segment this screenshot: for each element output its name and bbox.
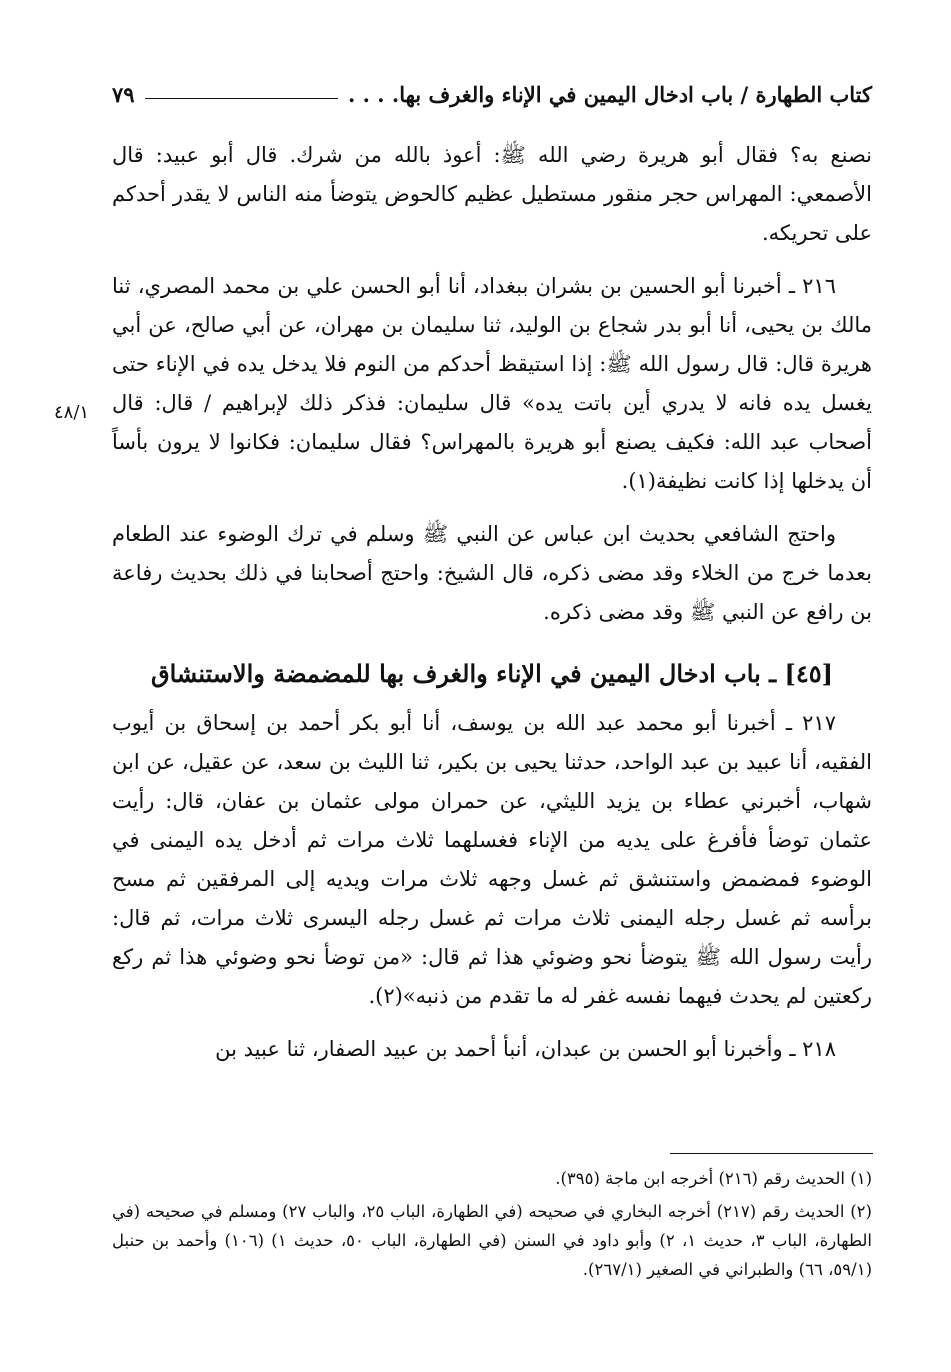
footnote-separator xyxy=(670,1153,873,1154)
footnote-2: (٢) الحديث رقم (٢١٧) أخرجه البخاري في صحيحه (في الطهارة، الباب ٢٥، والباب ٢٧) ومسلم في صحيحه (في الطهارة، الباب ٣، حديث ١، ٢) وأبو داود في السنن (في الطهارة، الباب ٥٠، حديث ١) (١٠٦) وأحمد بن حنبل (٥٩/١، ٦٦) والطبراني في الصغير (٢٦٧/١). xyxy=(112,1202,872,1279)
commentary-paragraph: واحتج الشافعي بحديث ابن عباس عن النبي ﷺ وسلم في ترك الوضوء عند الطعام بعدما خرج من الخلاء وقد مضى ذكره، قال الشيخ: واحتج أصحابنا في ذلك بحديث رفاعة بن رافع عن النبي ﷺ وقد مضى ذكره. xyxy=(112,522,872,624)
page-number: ٧٩ xyxy=(112,82,135,107)
header-title: كتاب الطهارة / باب ادخال اليمين في الإناء والغرف بها. . . . xyxy=(348,82,872,107)
hadith-216: ٢١٦ ـ أخبرنا أبو الحسين بن بشران ببغداد، أنا أبو الحسن علي بن محمد المصري، ثنا مالك بن يحيى، أنا أبو بدر شجاع بن الوليد، ثنا سليمان بن مهران، عن أبي صالح، عن أبي هريرة قال: قال رسول الله ﷺ: إذا استيقظ أحدكم من النوم فلا يدخل يده في الإناء حتى يغسل يده فانه لا يدري أين باتت يده» قال سليمان: فذكر ذلك لإبراهيم / قال: قال أصحاب عبد الله: فكيف يصنع أبو هريرة بالمهراس؟ فقال سليمان: فكانوا لا يرون بأساً أن يدخلها إذا كانت نظيفة(١). xyxy=(112,274,872,493)
chapter-heading: [٤٥] ـ باب ادخال اليمين في الإناء والغرف بها للمضمضة والاستنشاق xyxy=(150,659,834,688)
header-rule xyxy=(145,98,338,99)
margin-reference: ٤٨/١ xyxy=(54,402,90,423)
footnotes xyxy=(112,1164,872,1288)
hadith-217: ٢١٧ ـ أخبرنا أبو محمد عبد الله بن يوسف، أنا أبو بكر أحمد بن إسحاق بن أيوب الفقيه، أنا عبيد بن عبد الواحد، حدثنا يحيى بن بكير، ثنا الليث بن سعد، عن عقيل، عن ابن شهاب، أخبرني عطاء بن يزيد الليثي، عن حمران مولى عثمان بن عفان، قال: رأيت عثمان توضأ فأفرغ على يديه من الإناء فغسلهما ثلاث مرات ثم أدخل يده اليمنى في الوضوء فمضمض واستنشق ثم غسل وجهه ثلاث مرات ويديه إلى المرفقين ثم مسح برأسه ثم غسل رجله اليمنى ثلاث مرات ثم غسل رجله اليسرى ثلاث مرات، ثم قال: رأيت رسول الله ﷺ يتوضأ نحو وضوئي هذا ثم قال: «من توضأ نحو وضوئي هذا ثم ركع ركعتين لم يحدث فيهما نفسه غفر له ما تقدم من ذنبه»(٢). xyxy=(112,711,872,1008)
main-text xyxy=(112,136,872,1083)
hadith-218: ٢١٨ ـ وأخبرنا أبو الحسن بن عبدان، أنبأ أحمد بن عبيد الصفار، ثنا عبيد بن xyxy=(215,1037,836,1061)
paragraph-continuation: نصنع به؟ فقال أبو هريرة رضي الله ﷺ: أعوذ بالله من شرك. قال أبو عبيد: قال الأصمعي: المهراس حجر منقور مستطيل عظيم كالحوض يتوضأ منه الناس لا يقدر أحدكم على تحريكه. xyxy=(112,143,872,245)
footnote-1: (١) الحديث رقم (٢١٦) أخرجه ابن ماجة (٣٩٥). xyxy=(555,1169,872,1188)
running-header xyxy=(112,82,872,107)
